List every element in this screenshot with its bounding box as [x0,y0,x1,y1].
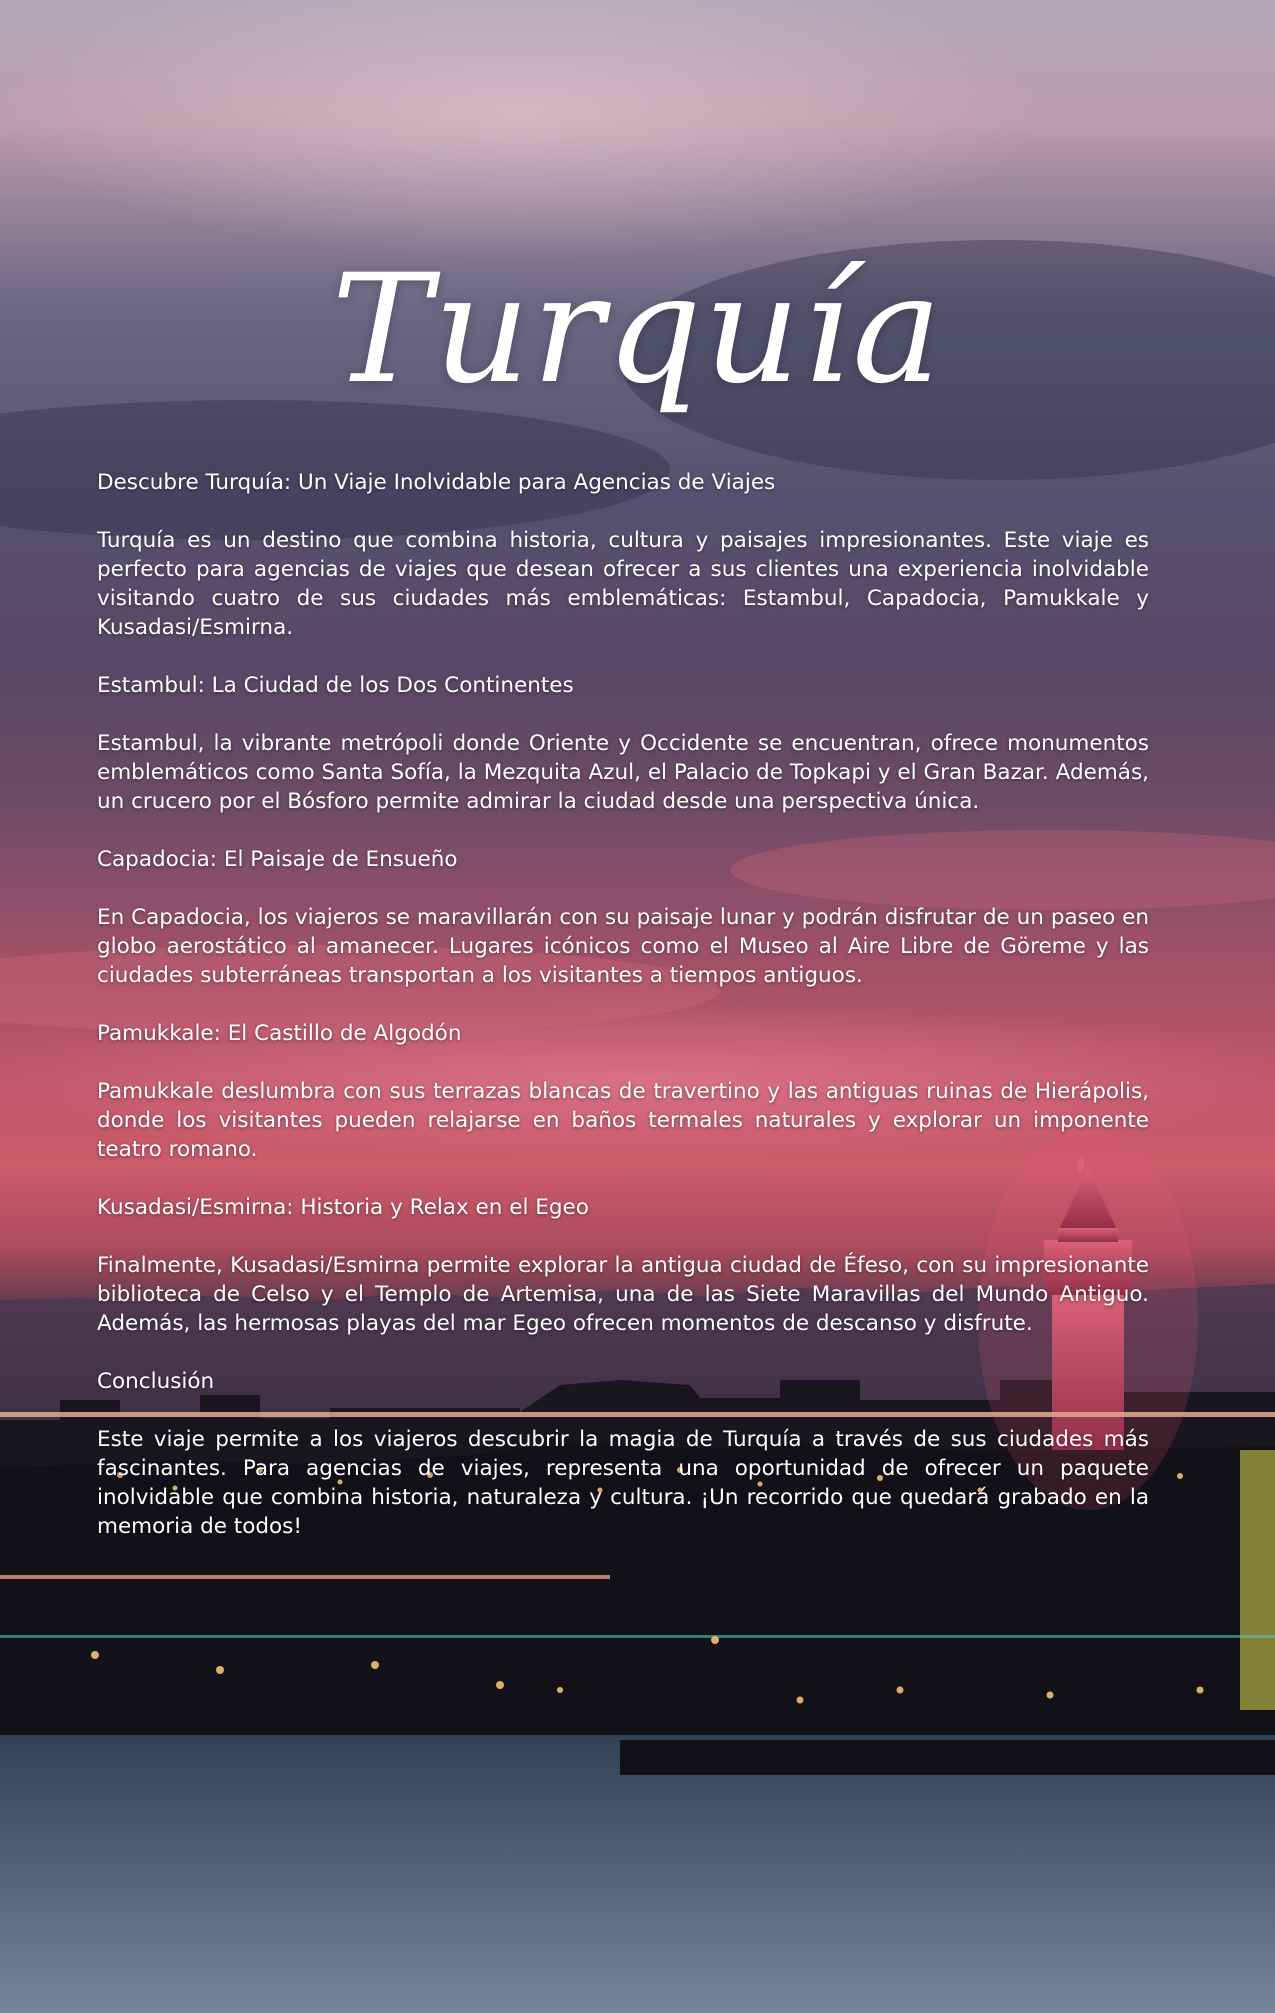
section-heading: Conclusión [97,1369,215,1394]
section-heading: Capadocia: El Paisaje de Ensueño [97,847,458,872]
paragraph: En Capadocia, los viajeros se maravillarán con su paisaje lunar y podrán disfrutar de un paseo en globo aerostático al amanecer. Lugares icónicos como el Museo al Aire Libre de Göreme y las ciudades subterráneas transportan a los visitantes a tiempos antiguos. [97,905,1149,988]
paragraph: Turquía es un destino que combina historia, cultura y paisajes impresionantes. Este viaje es perfecto para agencias de viajes que desean ofrecer a sus clientes una experiencia inolvidable visitando cuatro de sus ciudades más emblemáticas: Estambul, Capadocia, Pamukkale y Kusadasi/Esmirna. [97,528,1149,640]
paragraph: Pamukkale deslumbra con sus terrazas blancas de travertino y las antiguas ruinas de Hierápolis, donde los visitantes pueden relajarse en baños termales naturales y explorar un imponente teatro romano. [97,1079,1149,1162]
article-body [97,468,1149,1541]
section-heading: Estambul: La Ciudad de los Dos Continentes [97,673,574,698]
section-heading: Pamukkale: El Castillo de Algodón [97,1021,462,1046]
section-heading: Descubre Turquía: Un Viaje Inolvidable para Agencias de Viajes [97,470,776,495]
paragraph: Estambul, la vibrante metrópoli donde Oriente y Occidente se encuentran, ofrece monumentos emblemáticos como Santa Sofía, la Mezquita Azul, el Palacio de Topkapi y el Gran Bazar. Además, un crucero por el Bósforo permite admirar la ciudad desde una perspectiva única. [97,731,1149,814]
section-heading: Kusadasi/Esmirna: Historia y Relax en el Egeo [97,1195,589,1220]
paragraph: Finalmente, Kusadasi/Esmirna permite explorar la antigua ciudad de Éfeso, con su impresionante biblioteca de Celso y el Templo de Artemisa, una de las Siete Maravillas del Mundo Antiguo. Además, las hermosas playas del mar Egeo ofrecen momentos de descanso y disfrute. [97,1253,1149,1336]
paragraph: Este viaje permite a los viajeros descubrir la magia de Turquía a través de sus ciudades más fascinantes. Para agencias de viajes, representa una oportunidad de ofrecer un paquete inolvidable que combina historia, naturaleza y cultura. ¡Un recorrido que quedará grabado en la memoria de todos! [97,1427,1149,1539]
page-title: Turquía [331,243,944,417]
